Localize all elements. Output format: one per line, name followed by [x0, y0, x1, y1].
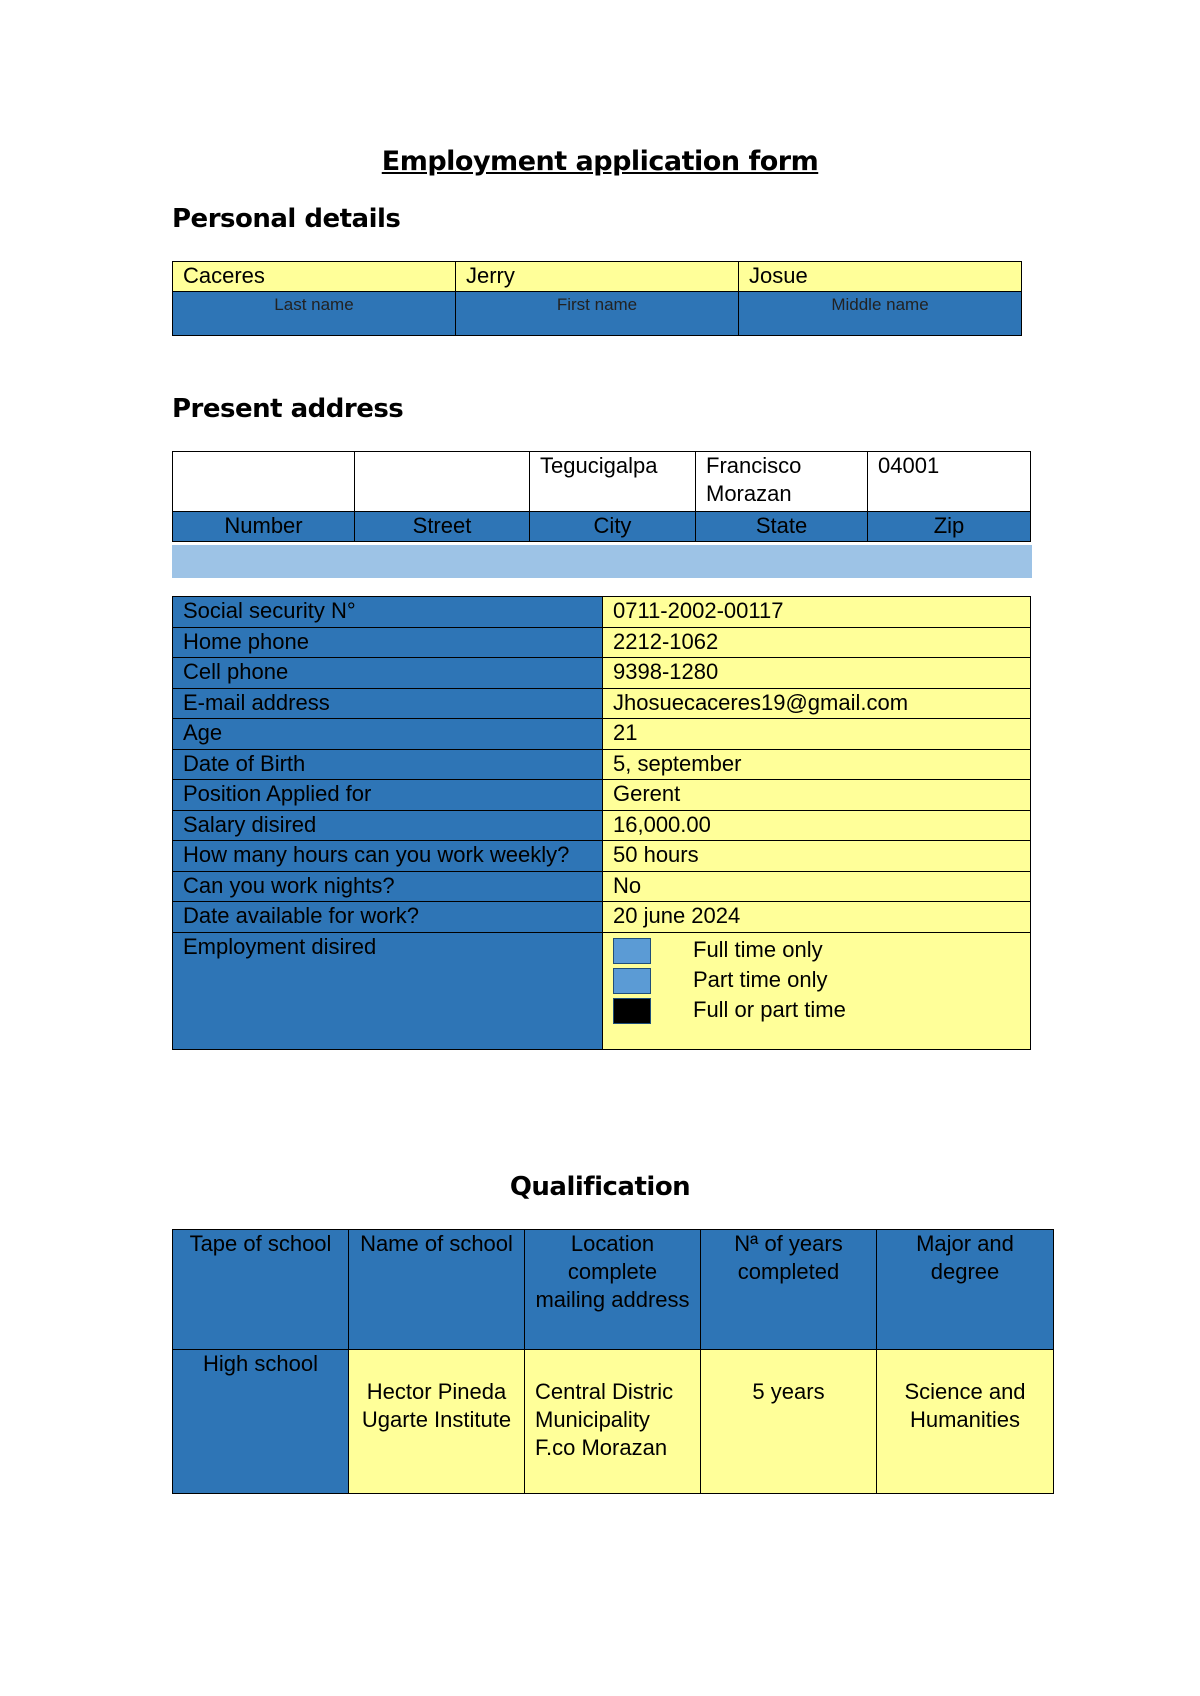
address-number-label: Number [173, 512, 355, 542]
employment-option-full-time[interactable] [613, 935, 1020, 965]
middle-name-label: Middle name [739, 292, 1022, 336]
detail-value: 5, september [603, 749, 1031, 780]
address-zip-value: 04001 [868, 452, 1031, 512]
qualification-header: Nª of years completed [701, 1230, 877, 1350]
detail-value: 21 [603, 719, 1031, 750]
detail-value: Gerent [603, 780, 1031, 811]
checkbox-full-or-part-time[interactable] [613, 998, 651, 1024]
address-number-value [173, 452, 355, 512]
detail-value: 16,000.00 [603, 810, 1031, 841]
last-name-label: Last name [173, 292, 456, 336]
detail-label: How many hours can you work weekly? [173, 841, 603, 872]
first-name-value: Jerry [456, 262, 739, 292]
first-name-label: First name [456, 292, 739, 336]
qualification-table [172, 1229, 1054, 1494]
checkbox-full-time[interactable] [613, 938, 651, 964]
detail-value: No [603, 871, 1031, 902]
employment-option-part-time[interactable] [613, 965, 1020, 995]
address-table [172, 451, 1031, 542]
address-zip-label: Zip [868, 512, 1031, 542]
detail-value: 9398-1280 [603, 658, 1031, 689]
major-degree-cell: Science and Humanities [877, 1350, 1054, 1494]
qualification-header: Tape of school [173, 1230, 349, 1350]
detail-label: Age [173, 719, 603, 750]
detail-label: Position Applied for [173, 780, 603, 811]
checkbox-part-time[interactable] [613, 968, 651, 994]
option-label: Full or part time [693, 996, 846, 1022]
detail-label: Social security N° [173, 597, 603, 628]
address-spacer-bar [172, 545, 1032, 578]
option-label: Full time only [693, 936, 823, 962]
personal-details-table [172, 261, 1022, 336]
qualification-heading: Qualification [509, 1172, 691, 1202]
employment-option-full-or-part-time[interactable] [613, 995, 1020, 1025]
detail-label: Date of Birth [173, 749, 603, 780]
address-street-label: Street [355, 512, 530, 542]
qualification-header: Major and degree [877, 1230, 1054, 1350]
detail-label: Date available for work? [173, 902, 603, 933]
personal-info-table [172, 596, 1031, 1050]
qualification-header: Name of school [349, 1230, 525, 1350]
present-address-heading: Present address [172, 394, 404, 424]
address-state-label: State [696, 512, 868, 542]
detail-label: Salary disired [173, 810, 603, 841]
school-location-cell: Central Distric Municipality F.co Morazan [525, 1350, 701, 1494]
option-label: Part time only [693, 966, 828, 992]
school-name-cell: Hector Pineda Ugarte Institute [349, 1350, 525, 1494]
detail-value: 20 june 2024 [603, 902, 1031, 933]
address-city-label: City [530, 512, 696, 542]
employment-options [603, 932, 1031, 1049]
address-state-value: Francisco Morazan [696, 452, 868, 512]
detail-label: Can you work nights? [173, 871, 603, 902]
detail-label: Home phone [173, 627, 603, 658]
years-completed-cell: 5 years [701, 1350, 877, 1494]
detail-value: Jhosuecaceres19@gmail.com [603, 688, 1031, 719]
page-title: Employment application form [381, 146, 819, 177]
detail-value: 0711-2002-00117 [603, 597, 1031, 628]
address-city-value: Tegucigalpa [530, 452, 696, 512]
middle-name-value: Josue [739, 262, 1022, 292]
detail-value: 2212-1062 [603, 627, 1031, 658]
personal-details-heading: Personal details [172, 204, 401, 234]
school-type-cell: High school [173, 1350, 349, 1494]
detail-label: E-mail address [173, 688, 603, 719]
last-name-value: Caceres [173, 262, 456, 292]
address-street-value [355, 452, 530, 512]
qualification-header: Location complete mailing address [525, 1230, 701, 1350]
employment-desired-label: Employment disired [173, 932, 603, 1049]
detail-label: Cell phone [173, 658, 603, 689]
detail-value: 50 hours [603, 841, 1031, 872]
